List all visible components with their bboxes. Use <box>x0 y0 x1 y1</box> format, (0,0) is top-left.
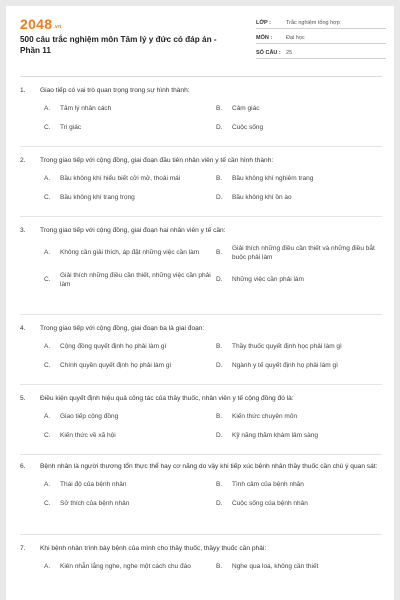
option-a[interactable]: A. Cộng đồng quyết định họ phải làm gì <box>44 343 167 350</box>
question-1 <box>20 86 380 132</box>
option-b[interactable]: B. Tình cảm của bệnh nhân <box>216 481 304 488</box>
meta-value: Đại học <box>286 35 305 41</box>
meta-key: MÔN : <box>256 35 273 41</box>
option-d[interactable]: D. Ngành y tế quyết định họ phải làm gì <box>216 361 338 369</box>
question-4 <box>20 324 380 370</box>
option-d[interactable]: D. Bầu không khí ồn ào <box>216 193 292 201</box>
option-d[interactable]: D. Kỹ năng thăm khám lâm sàng <box>216 431 318 439</box>
option-b[interactable]: B. Bầu không khí nghiêm trang <box>216 175 314 182</box>
question-text: 4. Trong giao tiếp với cộng đồng, giai đoạn ba là giai đoạn: <box>20 325 205 332</box>
option-b[interactable]: B. Giải thích những điều cần thiết và những điều bắt buộc phải làm <box>216 245 375 261</box>
option-b[interactable]: B. Kiến thức chuyên môn <box>216 413 298 420</box>
option-c[interactable]: C. Tri giác <box>44 123 82 131</box>
meta-row-count <box>256 47 386 59</box>
meta-info <box>256 17 386 62</box>
meta-key: SỐ CÂU : <box>256 50 281 56</box>
meta-row-subject <box>256 32 386 44</box>
option-d[interactable]: D. Cuộc sống <box>216 123 264 131</box>
option-d[interactable]: D. Những việc cần phải làm <box>216 276 304 284</box>
question-text: 1. Giao tiếp có vai trò quan trọng trong sự hình thành: <box>20 87 190 94</box>
question-separator <box>20 384 382 385</box>
option-c[interactable]: C. Giải thích những điều cần thiết, những việc cần phải làm <box>44 272 211 288</box>
document-title: 500 câu trắc nghiệm môn Tâm lý y đức có đáp án - Phần 11 <box>20 35 217 55</box>
question-text: 7. Khi bệnh nhân trình bày bệnh của mình cho thầy thuốc, thầyy thuốc cần phải: <box>20 545 267 552</box>
question-5 <box>20 394 380 440</box>
option-c[interactable]: C. Kiến thức về xã hội <box>44 431 116 439</box>
option-b[interactable]: B. Cảm giác <box>216 105 260 112</box>
option-c[interactable]: C. Bầu không khí trang trọng <box>44 193 135 201</box>
meta-value: 25 <box>286 50 293 56</box>
option-b[interactable]: B. Thầy thuốc quyết định học phải làm gì <box>216 343 342 350</box>
document-page <box>6 6 394 600</box>
question-text: 6. Bệnh nhân là người thương tổn thực thể hay cơ năng do vậy khi tiếp xúc bệnh nhân thầy thuốc cần chú ý quan sát: <box>20 463 378 470</box>
option-b[interactable]: B. Nghe qua loa, không cần thiết <box>216 563 319 570</box>
question-text: 3. Trong giao tiếp với cộng đồng, giai đoạn hai nhân viên y tế cần: <box>20 227 226 234</box>
question-7 <box>20 544 380 572</box>
question-separator <box>20 146 382 147</box>
question-3 <box>20 226 380 289</box>
header-divider <box>20 76 382 77</box>
option-a[interactable]: A. Giao tiếp cộng đồng <box>44 413 119 420</box>
question-text: 2. Trong giao tiếp với cộng đồng, giai đoạn đầu tiên nhân viên y tế cần hình thành: <box>20 157 274 164</box>
site-logo[interactable]: $2048^{.vn}$ <box>20 16 62 32</box>
question-2 <box>20 156 380 202</box>
option-c[interactable]: C. Chính quyền quyết định họ phải làm gì <box>44 361 172 369</box>
option-a[interactable]: A. Tâm lý nhân cách <box>44 105 112 112</box>
question-text: 5. Điều kiện quyết định hiệu quả công tác của thầy thuốc, nhân viên y tế cộng đồng đó là: <box>20 395 294 402</box>
option-c[interactable]: C. Sở thích của bệnh nhân <box>44 499 130 507</box>
meta-value: Trắc nghiệm tổng hợp <box>286 20 340 26</box>
question-separator <box>20 534 382 535</box>
document-header <box>6 6 394 70</box>
meta-key: LỚP : <box>256 20 271 26</box>
question-6 <box>20 462 380 508</box>
option-a[interactable]: A. Bầu không khí hiểu biết cởi mở, thoải mái <box>44 175 181 182</box>
question-separator <box>20 314 382 315</box>
question-separator <box>20 454 382 455</box>
option-a[interactable]: A. Thái độ của bệnh nhân <box>44 481 127 488</box>
meta-row-class <box>256 17 386 29</box>
question-separator <box>20 216 382 217</box>
option-a[interactable]: A. Không cần giải thích, áp đặt những việc cần làm <box>44 249 200 257</box>
option-d[interactable]: D. Cuộc sống của bệnh nhân <box>216 499 308 507</box>
option-a[interactable]: A. Kiên nhẫn lắng nghe, nghe một cách chu đáo <box>44 563 191 570</box>
